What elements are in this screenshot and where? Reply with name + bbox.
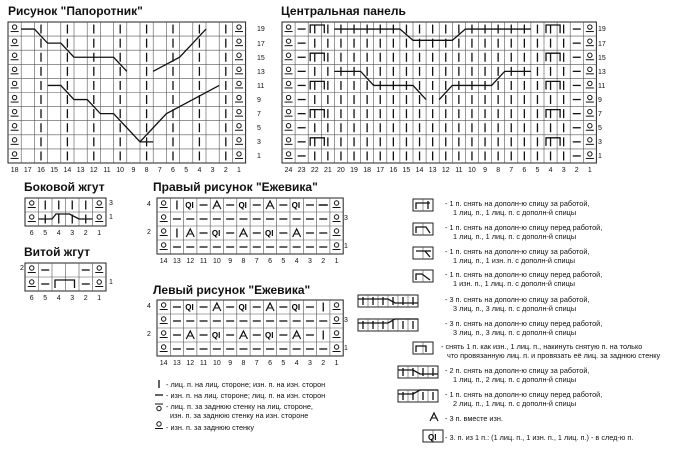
- column-number: 6: [522, 167, 527, 174]
- p3tog-stitch: [213, 303, 221, 311]
- legend-line: - 1 п. снять на дополн-ю спицу перед работой,: [445, 270, 603, 279]
- twisted-cable: [55, 280, 75, 288]
- twisted-stitch: [286, 53, 290, 57]
- inc3-stitch: QI: [265, 229, 274, 238]
- column-number: 2: [321, 360, 326, 367]
- column-number: 8: [144, 167, 149, 174]
- inc3-stitch: QI: [291, 303, 301, 312]
- center-twist: [310, 138, 324, 146]
- column-number: 11: [199, 360, 208, 367]
- column-number: 5: [43, 295, 48, 302]
- legend-line: - 1 п. снять на дополн-ю спицу за работой,: [445, 199, 590, 208]
- twisted-stitch: [237, 25, 241, 29]
- p3tog-stitch: [293, 331, 301, 339]
- p3tog-stitch: [266, 201, 274, 209]
- column-number: 6: [29, 295, 34, 302]
- legend-line: - 3. п. из 1 п.: (1 лиц. п., 1 изн. п., 1 лиц. п.) - в след-ю п.: [445, 433, 634, 442]
- row-number: 17: [598, 41, 606, 48]
- column-number: 10: [212, 360, 221, 367]
- row-number: 4: [147, 201, 151, 208]
- column-number: 10: [116, 167, 125, 174]
- twisted-stitch: [334, 229, 338, 233]
- row-number: 13: [598, 69, 606, 76]
- legend-knit: - лиц. п. на лиц. стороне; изн. п. на изн. сторон: [166, 380, 326, 389]
- column-number: 6: [268, 360, 272, 367]
- column-number: 5: [281, 258, 286, 265]
- column-number: 2: [83, 230, 88, 237]
- row-number: 15: [257, 55, 265, 62]
- legend-purl-tbl: - изн. п. за заднюю стенку: [166, 423, 254, 432]
- p3tog-stitch: [266, 303, 274, 311]
- column-number: 18: [363, 167, 372, 174]
- twisted-stitch: [97, 201, 101, 205]
- center-twist: [310, 110, 324, 118]
- column-number: 1: [334, 258, 339, 265]
- row-number: 11: [598, 83, 606, 90]
- twisted-cable-title: Витой жгут: [24, 245, 91, 259]
- legend-line: 3 лиц. п., 3 лиц. п. с дополн-й спицы: [453, 304, 577, 313]
- column-number: 5: [281, 360, 286, 367]
- twisted-knit-stitch: [157, 406, 161, 410]
- twisted-stitch: [286, 124, 290, 128]
- row-number: 2: [147, 229, 151, 236]
- column-number: 7: [254, 258, 259, 265]
- column-number: 5: [535, 167, 540, 174]
- column-number: 3: [70, 230, 75, 237]
- row-number: 19: [598, 26, 606, 33]
- legend-line: - 3 п. снять на дополн-ю спицу за работой,: [445, 295, 590, 304]
- p3tog-stitch: [213, 201, 221, 209]
- column-number: 12: [89, 167, 98, 174]
- twisted-stitch: [588, 138, 592, 142]
- twisted-stitch: [12, 53, 16, 57]
- column-number: 1: [237, 167, 241, 174]
- inc3-stitch: QI: [211, 331, 221, 340]
- twisted-stitch: [286, 81, 290, 85]
- column-number: 17: [23, 167, 32, 174]
- twisted-stitch: [588, 109, 592, 113]
- column-number: 1: [334, 360, 339, 367]
- twisted-stitch: [97, 266, 101, 270]
- row-number: 17: [257, 41, 265, 48]
- twisted-stitch: [12, 81, 16, 85]
- column-number: 13: [173, 360, 181, 367]
- twisted-stitch: [161, 317, 165, 321]
- twisted-stitch: [286, 67, 290, 71]
- legend-line: 1 изн. п., 1 лиц. п. с дополн-й спицы: [453, 279, 576, 288]
- legend-cable-7: [445, 366, 589, 384]
- inc3-stitch: QI: [238, 303, 247, 312]
- twisted-stitch: [161, 215, 165, 219]
- twisted-stitch: [161, 303, 165, 307]
- column-number: 4: [294, 258, 299, 265]
- twisted-stitch: [334, 201, 338, 205]
- column-number: 5: [184, 167, 189, 174]
- column-number: 2: [223, 167, 228, 174]
- twisted-stitch: [237, 39, 241, 43]
- column-number: 7: [509, 167, 514, 174]
- twisted-stitch: [12, 25, 16, 29]
- twisted-stitch: [30, 201, 34, 205]
- twisted-stitch: [588, 53, 592, 57]
- row-number: 9: [257, 97, 261, 104]
- column-number: 12: [186, 360, 195, 367]
- column-number: 20: [337, 167, 345, 174]
- legend-knit-tbl: - лиц. п. за заднюю стенку на лиц. стороне,: [166, 402, 313, 411]
- legend-line: - 3 п. вместе изн.: [445, 414, 503, 423]
- column-number: 3: [561, 167, 566, 174]
- column-number: 9: [483, 167, 487, 174]
- row-number: 5: [598, 125, 602, 132]
- twisted-stitch: [588, 152, 592, 156]
- row-number: 3: [257, 139, 261, 146]
- legend-line: 3 лиц. п., 3 лиц. п. с дополн-й спицы: [453, 328, 577, 337]
- twisted-stitch: [12, 124, 16, 128]
- legend-twist-symbol: [416, 346, 426, 352]
- twisted-stitch: [12, 39, 16, 43]
- column-number: 19: [350, 167, 358, 174]
- p3tog-stitch: [430, 413, 438, 421]
- column-number: 9: [228, 258, 233, 265]
- twisted-stitch: [237, 81, 241, 85]
- inc3-stitch: QI: [185, 303, 194, 312]
- p3tog-stitch: [186, 229, 194, 237]
- legend-line: - 2 п. снять на дополн-ю спицу за работой,: [445, 366, 590, 375]
- row-number: 3: [598, 139, 602, 146]
- center-panel-title: Центральная панель: [281, 4, 406, 18]
- legend-cable-6: [445, 319, 602, 337]
- legend-line: 1 лиц. п., 1 лиц. п. с дополн-й спицы: [453, 208, 577, 217]
- inc3-stitch: QI: [291, 201, 301, 210]
- row-number: 3: [344, 317, 348, 324]
- column-number: 15: [402, 167, 411, 174]
- column-number: 12: [186, 258, 195, 265]
- row-number: 11: [257, 83, 265, 90]
- column-number: 11: [103, 167, 111, 174]
- legend-line: - снять 1 п. как изн., 1 лиц. п., накинуть снятую п. на только: [441, 342, 643, 351]
- column-number: 24: [284, 167, 293, 174]
- row-number: 1: [344, 243, 348, 250]
- column-number: 9: [228, 360, 233, 367]
- legend-knit-tbl-2: изн. п. за заднюю стенку на изн. стороне: [170, 411, 309, 420]
- column-number: 10: [212, 258, 221, 265]
- column-number: 13: [428, 167, 437, 174]
- center-twist: [546, 110, 560, 118]
- center-twist: [546, 81, 560, 89]
- column-number: 2: [321, 258, 326, 265]
- column-number: 6: [268, 258, 272, 265]
- twisted-stitch: [334, 215, 338, 219]
- twisted-stitch: [286, 152, 290, 156]
- column-number: 12: [441, 167, 450, 174]
- column-number: 23: [297, 167, 306, 174]
- column-number: 6: [171, 167, 175, 174]
- row-number: 2: [147, 331, 151, 338]
- row-number: 1: [109, 214, 113, 221]
- center-twist: [546, 53, 560, 61]
- legend-cable-2: [445, 223, 602, 241]
- column-number: 14: [159, 360, 168, 367]
- column-number: 10: [468, 167, 476, 174]
- side-cable-title: Боковой жгут: [24, 180, 105, 194]
- row-number: 5: [257, 125, 261, 132]
- twisted-stitch: [237, 152, 241, 156]
- column-number: 6: [29, 230, 34, 237]
- twisted-stitch: [97, 280, 101, 284]
- twisted-stitch: [588, 25, 592, 29]
- legend-line: - 3 п. снять на дополн-ю спицу перед работой,: [445, 319, 603, 328]
- row-number: 4: [147, 303, 151, 310]
- twisted-stitch: [161, 201, 165, 205]
- twisted-stitch: [334, 317, 338, 321]
- twisted-stitch: [12, 67, 16, 71]
- twisted-stitch: [161, 243, 165, 247]
- column-number: 1: [97, 295, 102, 302]
- column-number: 5: [43, 230, 48, 237]
- row-number: 9: [598, 97, 602, 104]
- twisted-stitch: [157, 422, 161, 426]
- column-number: 14: [63, 167, 72, 174]
- inc3-stitch: QI: [185, 201, 194, 210]
- twisted-stitch: [334, 331, 338, 335]
- column-number: 14: [415, 167, 424, 174]
- legend-cable-4: [445, 270, 602, 288]
- twisted-stitch: [286, 39, 290, 43]
- center-twist: [546, 138, 560, 146]
- legend-twist: [441, 342, 660, 360]
- row-number: 15: [598, 55, 606, 62]
- twisted-stitch: [588, 81, 592, 85]
- center-twist: [310, 81, 324, 89]
- legend-line: 1 лиц. п., 2 лиц. п. с дополн-й спицы: [453, 375, 577, 384]
- column-number: 11: [199, 258, 208, 265]
- column-number: 16: [389, 167, 398, 174]
- twisted-stitch: [588, 67, 592, 71]
- twisted-stitch: [588, 39, 592, 43]
- legend-cable-3: [445, 247, 589, 265]
- column-number: 3: [70, 295, 75, 302]
- twisted-stitch: [12, 95, 16, 99]
- column-number: 7: [157, 167, 162, 174]
- twisted-stitch: [237, 138, 241, 142]
- center-twist: [310, 53, 324, 61]
- column-number: 1: [587, 167, 592, 174]
- column-number: 13: [173, 258, 181, 265]
- column-number: 15: [50, 167, 59, 174]
- row-number: 1: [257, 153, 261, 160]
- twisted-stitch: [334, 243, 338, 247]
- column-number: 4: [294, 360, 299, 367]
- p3tog-stitch: [239, 229, 247, 237]
- twisted-stitch: [334, 345, 338, 349]
- row-number: 3: [109, 200, 113, 207]
- twisted-stitch: [12, 138, 16, 142]
- center-twist: [546, 25, 560, 33]
- column-number: 11: [455, 167, 463, 174]
- twisted-stitch: [286, 25, 290, 29]
- p3tog-stitch: [293, 229, 301, 237]
- column-number: 4: [548, 167, 553, 174]
- twisted-stitch: [12, 152, 16, 156]
- left-blackberry-title: Левый рисунок "Ежевика": [153, 283, 311, 297]
- inc3-stitch: QI: [211, 229, 221, 238]
- column-number: 7: [254, 360, 259, 367]
- twisted-stitch: [237, 124, 241, 128]
- twisted-stitch: [12, 109, 16, 113]
- twisted-stitch: [588, 95, 592, 99]
- twisted-stitch: [30, 280, 34, 284]
- fern-title: Рисунок "Папоротник": [8, 4, 143, 18]
- column-number: 18: [10, 167, 19, 174]
- twisted-stitch: [30, 215, 34, 219]
- legend-cable-8: [445, 390, 602, 408]
- row-number: 19: [257, 26, 265, 33]
- column-number: 8: [496, 167, 501, 174]
- twisted-stitch: [161, 345, 165, 349]
- p3tog-stitch: [186, 331, 194, 339]
- twisted-stitch: [588, 124, 592, 128]
- column-number: 4: [56, 230, 61, 237]
- legend-line: - 1 п. снять на дополн-ю спицу за работой,: [445, 247, 590, 256]
- column-number: 17: [376, 167, 385, 174]
- inc3-stitch: QI: [238, 201, 247, 210]
- twisted-stitch: [161, 229, 165, 233]
- column-number: 2: [574, 167, 579, 174]
- legend-p3tog: [445, 414, 503, 423]
- twisted-stitch: [237, 67, 241, 71]
- legend-line: что провязанную лиц. п. и провязать её лиц. за заднюю стенку: [447, 351, 661, 360]
- twisted-stitch: [237, 109, 241, 113]
- legend-line: 2 лиц. п., 1 лиц. п. с дополн-й спицы: [453, 399, 577, 408]
- column-number: 16: [37, 167, 45, 174]
- inc3-stitch: QI: [428, 433, 437, 442]
- column-number: 9: [131, 167, 136, 174]
- legend-line: 1 лиц. п., 1 изн. п. с дополн-й спицы: [453, 256, 576, 265]
- p3tog-stitch: [239, 331, 247, 339]
- row-number: 1: [344, 345, 348, 352]
- center-twist: [310, 25, 324, 33]
- column-number: 4: [56, 295, 61, 302]
- column-number: 3: [210, 167, 215, 174]
- twisted-stitch: [237, 95, 241, 99]
- column-number: 8: [241, 258, 246, 265]
- column-number: 1: [97, 230, 102, 237]
- twisted-stitch: [237, 53, 241, 57]
- column-number: 14: [159, 258, 168, 265]
- legend-purl: - изн. п. на лиц. стороне; лиц. п. на изн. сторон: [166, 391, 326, 400]
- twisted-stitch: [97, 215, 101, 219]
- inc3-stitch: QI: [265, 331, 274, 340]
- column-number: 8: [241, 360, 246, 367]
- legend-cable-1: [445, 199, 589, 217]
- column-number: 13: [76, 167, 85, 174]
- column-number: 4: [197, 167, 202, 174]
- column-number: 3: [307, 258, 312, 265]
- row-number: 7: [257, 111, 261, 118]
- column-number: 21: [323, 167, 332, 174]
- row-number: 7: [598, 111, 602, 118]
- row-number: 3: [344, 215, 348, 222]
- legend-line: - 1 п. снять на дополн-ю спицу перед работой,: [445, 223, 603, 232]
- legend-line: 1 лиц. п., 1 лиц. п. с дополн-й спицы: [453, 232, 577, 241]
- legend-line: - 1 п. снять на дополн-ю спицу перед работой,: [445, 390, 603, 399]
- row-number: 1: [598, 153, 602, 160]
- right-blackberry-title: Правый рисунок "Ежевика": [153, 180, 318, 194]
- twisted-stitch: [286, 95, 290, 99]
- column-number: 3: [307, 360, 312, 367]
- row-number: 1: [109, 279, 113, 286]
- twisted-stitch: [286, 109, 290, 113]
- twisted-stitch: [286, 138, 290, 142]
- legend-inc3: [445, 433, 633, 442]
- column-number: 22: [310, 167, 319, 174]
- legend-cable-5: [445, 295, 589, 313]
- row-number: 13: [257, 69, 265, 76]
- twisted-stitch: [161, 331, 165, 335]
- row-number: 2: [20, 265, 24, 272]
- twisted-stitch: [334, 303, 338, 307]
- column-number: 2: [83, 295, 88, 302]
